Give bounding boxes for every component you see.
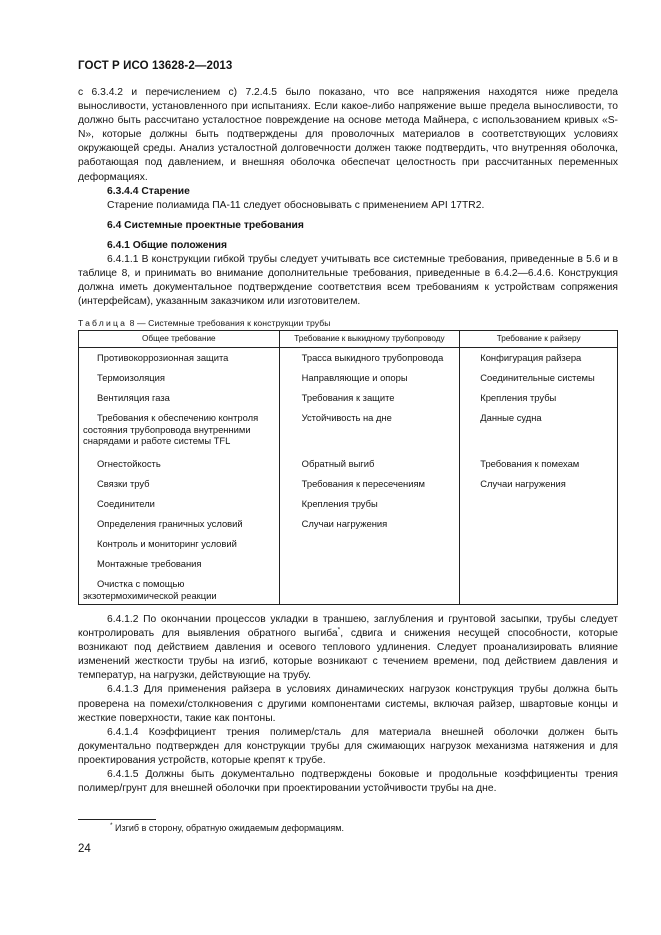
flowline-requirement: Направляющие и опоры (301, 372, 408, 383)
header-flowline: Требование к выкидному трубопроводу (279, 331, 460, 348)
system-requirements-table (78, 330, 618, 605)
paragraph-6413: 6.4.1.3 Для применения райзера в условиях динамических нагрузок конструкция трубы должна быть проверена на помехи/столкновения с другими компонентами системы, включая райзер, швартовые концы и жесткие поверхности, такие как понтоны. (78, 684, 618, 724)
general-requirement: Вентиляция газа (97, 392, 170, 403)
riser-requirement: Случаи нагружения (480, 478, 566, 489)
flowline-requirement: Трасса выкидного трубопровода (301, 352, 444, 363)
table-header-row (79, 331, 618, 348)
table-row (79, 412, 618, 458)
flowline-requirement: Обратный выгиб (301, 458, 375, 469)
footnote-marker: * (337, 626, 341, 634)
general-requirement: Соединители (97, 498, 155, 509)
riser-requirement: Крепления трубы (480, 392, 557, 403)
riser-requirement: Конфигурация райзера (480, 352, 582, 363)
table-caption-text: 8 — Системные требования к конструкции трубы (127, 318, 331, 328)
table-row (79, 458, 618, 478)
lower-text-block (78, 613, 618, 796)
section-6344-text: Старение полиамида ПА-11 следует обосновывать с применением API 17TR2. (107, 199, 485, 211)
general-requirement: Противокоррозионная защита (97, 352, 229, 363)
footnote-divider (78, 819, 156, 820)
riser-requirement: Данные судна (480, 412, 542, 423)
table-row (79, 348, 618, 373)
table-caption (78, 318, 331, 328)
general-requirement: Контроль и мониторинг условий (97, 538, 237, 549)
table-row (79, 392, 618, 412)
table-row (79, 538, 618, 558)
general-requirement: Очистка с помощью экзотермохимической реакции (83, 578, 217, 601)
general-requirement: Монтажные требования (97, 558, 202, 569)
header-riser: Требование к райзеру (460, 331, 618, 348)
footnote-text: Изгиб в сторону, обратную ожидаемым деформациям. (112, 823, 344, 833)
table-row (79, 498, 618, 518)
flowline-requirement: Требования к пересечениям (301, 478, 425, 489)
section-641-heading: 6.4.1 Общие положения (107, 239, 227, 251)
footnote (110, 823, 344, 833)
table-caption-label: Таблица (78, 318, 128, 328)
section-64-heading: 6.4 Системные проектные требования (107, 219, 304, 231)
table-row (79, 518, 618, 538)
general-requirement: Связки труб (97, 478, 150, 489)
general-requirement: Термоизоляция (97, 372, 165, 383)
table-row (79, 558, 618, 578)
flowline-requirement: Крепления трубы (301, 498, 378, 509)
table-row (79, 478, 618, 498)
intro-paragraph: с 6.3.4.2 и перечислением с) 7.2.4.5 было показано, что все напряжения находятся ниже предела выносливости, установленного при испытаниях. Если какое-либо напряжение выше предела выносливости, то должно быть рассчитано усталостное повреждение на основе метода Майнера, с использованием кривых «S-N», которые должны быть подтверждены для проволочных материалов в соответствующих условиях окружающей среды. Анализ усталостной долговечности должен также подтвердить, что внутренняя оболочка, работающая под давлением, и внешняя оболочка обеспечат целостность при рассчитанных переменных деформациях. (78, 87, 618, 183)
riser-requirement: Требования к помехам (480, 458, 580, 469)
table-row (79, 372, 618, 392)
section-6344-heading: 6.3.4.4 Старение (107, 185, 190, 197)
paragraph-6412 (78, 613, 618, 683)
flowline-requirement: Случаи нагружения (301, 518, 388, 529)
header-general: Общее требование (79, 331, 280, 348)
general-requirement: Огнестойкость (97, 458, 161, 469)
table-row (79, 578, 618, 605)
footnote-mark: * (110, 822, 113, 829)
paragraph-6412-part-a: 6.4.1.2 По окончании процессов укладки в траншею, заглубления и грунтовой засыпки, трубы следует контролировать для выявления обратного выгиба (78, 614, 618, 640)
paragraph-6411: 6.4.1.1 В конструкции гибкой трубы следует учитывать все системные требования, приведенные в 5.6 и в таблице 8, и принимать во внимание дополнительные требования, приведенные в 6.4.2—6.4.6. Конструкция должна иметь документальное подтверждение соответствия всем требованиям к устройствам сопряжения (интерфейсам), указанным заказчиком или изготовителем. (78, 254, 618, 308)
paragraph-6412-part-b: , сдвига и снижения несущей способности, которые возникают под действием давления и осевого теплового удлинения. Следует проанализировать влияние изменений жесткости трубы на изгиб, которые возникают с течением времени, под действием давления и температур, на нагрузки, действующие на трубу. (78, 628, 618, 682)
paragraph-6415: 6.4.1.5 Должны быть документально подтверждены боковые и продольные коэффициенты трения полимер/грунт для внешней оболочки при проектировании устойчивости трубы на дне. (78, 769, 618, 795)
flowline-requirement: Устойчивость на дне (301, 412, 392, 423)
general-requirement: Требования к обеспечению контроля состояния трубопровода внутренними снарядами и работе системы TFL (83, 412, 259, 446)
paragraph-6414: 6.4.1.4 Коэффициент трения полимер/сталь для материала внешней оболочки должен быть документально подтвержден для конструкции трубы для сжимающих нагрузок механизма натяжения и для проектирования устройств, которые крепят к трубе. (78, 726, 618, 766)
general-requirement: Определения граничных условий (97, 518, 243, 529)
page-number: 24 (78, 843, 91, 855)
riser-requirement: Соединительные системы (480, 372, 595, 383)
flowline-requirement: Требования к защите (301, 392, 395, 403)
standard-header: ГОСТ Р ИСО 13628-2—2013 (78, 60, 233, 72)
upper-text-block (78, 86, 618, 309)
